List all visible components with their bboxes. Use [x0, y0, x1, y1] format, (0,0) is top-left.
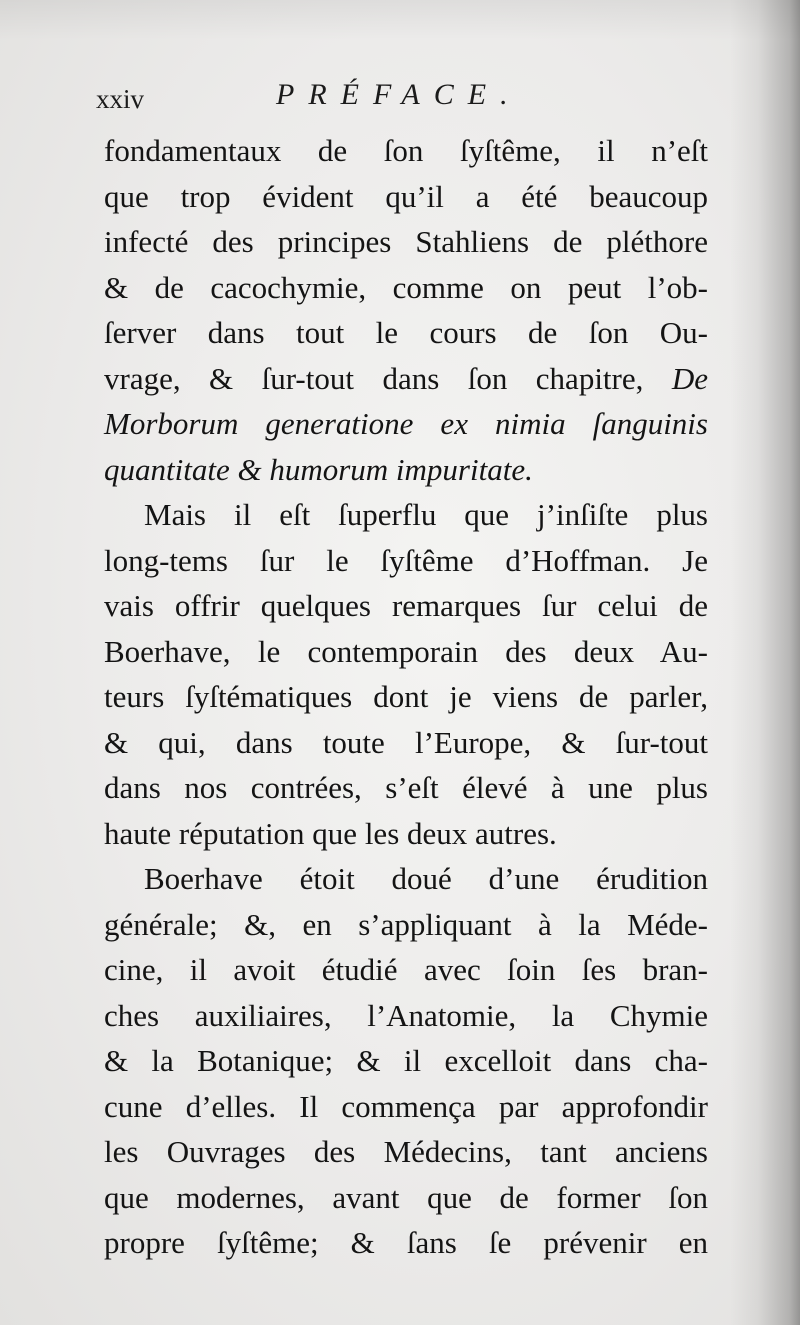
text-line: [104, 447, 708, 493]
text-line: [104, 947, 708, 993]
text-line-content: ſerver dans tout le cours de ſon Ou-: [104, 315, 708, 350]
text-line: [104, 174, 708, 220]
text-line: [104, 1038, 708, 1084]
text-line-content: dans nos contrées, s’eſt élevé à une plus: [104, 770, 708, 805]
text-line-content: ches auxiliaires, l’Anatomie, la Chymie: [104, 997, 708, 1033]
text-line: [104, 902, 708, 948]
text-line-content: Mais il eſt ſuperflu que j’inſiſte plus: [144, 497, 708, 532]
text-line: [104, 856, 708, 902]
text-line: [104, 310, 708, 356]
text-line-content: fondamentaux de ſon ſyſtême, il n’eſt: [104, 133, 708, 168]
text-line-content: long-tems ſur le ſyſtême d’Hoffman. Je: [104, 542, 708, 578]
text-line: [104, 583, 708, 629]
text-line: [104, 811, 708, 857]
text-line: [104, 128, 708, 174]
text-line: [104, 1129, 708, 1175]
running-head: [96, 78, 716, 122]
text-line-content: générale; &, en s’appliquant à la Méde-: [104, 906, 708, 942]
text-line: [104, 1175, 708, 1221]
text-line-content: cune d’elles. Il commença par approfondir: [104, 1088, 708, 1124]
text-line-content: & de cacochymie, comme on peut l’ob-: [104, 269, 708, 305]
text-line-content: teurs ſyſtématiques dont je viens de parler,: [104, 679, 708, 714]
text-line: [104, 401, 708, 447]
text-line: [104, 674, 708, 720]
text-line-content: & la Botanique; & il excelloit dans cha-: [104, 1043, 708, 1078]
text-line-content: Morborum generatione ex nimia ſanguinis: [104, 406, 708, 441]
text-line-content: que trop évident qu’il a été beaucoup: [104, 178, 708, 214]
text-line: [104, 993, 708, 1039]
text-line: [104, 538, 708, 584]
body-text: [104, 128, 708, 1266]
text-line-content: Boerhave, le contemporain des deux Au-: [104, 633, 708, 669]
text-line-content: vais offrir quelques remarques ſur celui de: [104, 588, 708, 623]
text-line-content: & qui, dans toute l’Europe, & ſur-tout: [104, 724, 708, 760]
text-line-content: propre ſyſtême; & ſans ſe prévenir en: [104, 1225, 708, 1260]
text-line: [104, 765, 708, 811]
text-line: [104, 1220, 708, 1266]
text-line: [104, 492, 708, 538]
text-line-content: quantitate & humorum impuritate.: [104, 451, 533, 487]
text-line: [104, 1084, 708, 1130]
text-line: [104, 629, 708, 675]
text-line-content: infecté des principes Stahliens de pléthore: [104, 224, 708, 259]
page-number: xxiv: [96, 84, 145, 114]
text-line: [104, 219, 708, 265]
running-title: PRÉFACE.: [276, 78, 522, 111]
text-line: [104, 265, 708, 311]
text-line: [104, 720, 708, 766]
text-line-italic: De: [671, 360, 708, 396]
text-line-content: les Ouvrages des Médecins, tant anciens: [104, 1134, 708, 1169]
text-line-content: Boerhave étoit doué d’une érudition: [144, 861, 708, 896]
gutter-shadow: [730, 0, 800, 1325]
text-line-roman: vrage, & ſur-tout dans ſon chapitre,: [104, 360, 672, 396]
text-line-content: haute réputation que les deux autres.: [104, 815, 557, 851]
text-line-content: cine, il avoit étudié avec ſoin ſes bran-: [104, 952, 708, 987]
page-top-shading: [0, 0, 800, 40]
text-line: [104, 356, 708, 402]
text-line-content: que modernes, avant que de former ſon: [104, 1179, 708, 1215]
